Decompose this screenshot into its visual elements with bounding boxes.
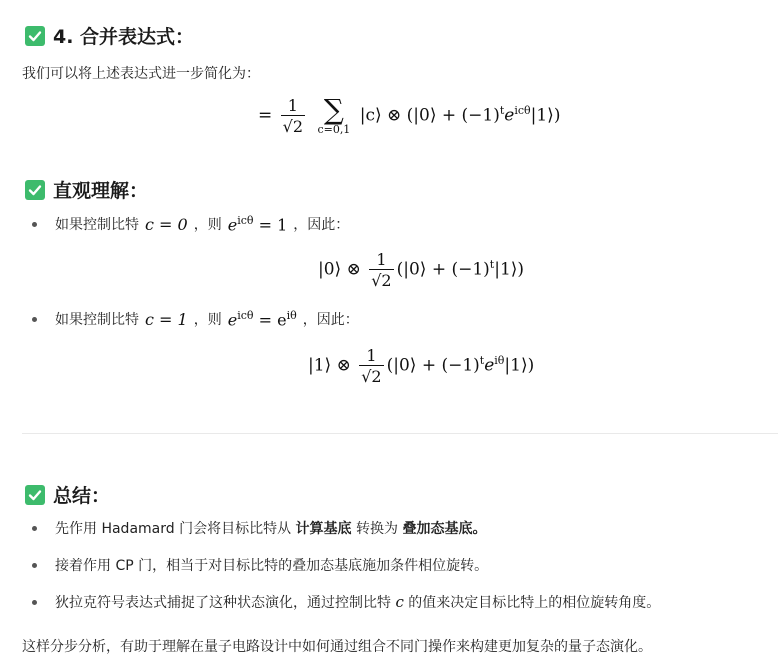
bullet-dot [32, 317, 37, 322]
section-heading-merge [25, 22, 194, 49]
bullet-dot [32, 222, 37, 227]
section-heading-summary-text: 总结： [53, 485, 111, 507]
intro-paragraph: 我们可以将上述表达式进一步简化为： [22, 66, 260, 82]
closing-paragraph: 这样分步分析，有助于理解在量子电路设计中如何通过组合不同门操作来构建更加复杂的量子态演化。 [22, 639, 652, 655]
formula-case-c0: |0⟩ ⊗ $\frac{1}{√2}$ (|0⟩ + $(-1)^t|1⟩$) [318, 250, 525, 290]
list-item: 接着作用 CP 门，相当于对目标比特的叠加态基底施加条件相位旋转。 [32, 555, 488, 575]
formula-case-c1: |1⟩ ⊗ $\frac{1}{√2}$ (|0⟩ + $(-1)^te^{i\theta}|1⟩$) [308, 346, 535, 386]
bullet-dot [32, 563, 37, 568]
list-item: 狄拉克符号表达式捕捉了这种状态演化，通过控制比特 c 的值来决定目标比特上的相位旋转角度。 [32, 592, 660, 612]
summation: ∑ c=0,1 [317, 93, 351, 136]
formula-merged: = $\frac{1}{√2}$ ∑ c=0,1 |c⟩ ⊗ (|0⟩ + $(-1)^te^{ic\theta}|1⟩$) [258, 93, 561, 136]
bullet-dot [32, 600, 37, 605]
list-item: 如果控制比特 c = 0 ，则 $e^{ic\theta} = 1$ ，因此： [32, 214, 349, 234]
section-heading-intuition-text: 直观理解： [53, 180, 149, 202]
fraction: $\frac{1}{√2}$ [282, 96, 304, 136]
list-item: 先作用 Hadamard 门会将目标比特从 计算基底 转换为 叠加态基底。 [32, 518, 486, 538]
section-heading-merge-text: 4. 合并表达式： [53, 26, 195, 48]
section-divider [22, 433, 778, 434]
check-mark-icon [25, 485, 45, 505]
section-heading-summary [25, 481, 110, 508]
fraction: $\frac{1}{√2}$ [371, 250, 392, 290]
list-item: 如果控制比特 c = 1 ，则 $e^{ic\theta} = e^{i\theta}$ ，因此： [32, 309, 359, 329]
check-mark-icon [25, 26, 45, 46]
check-mark-icon [25, 180, 45, 200]
fraction: $\frac{1}{√2}$ [361, 346, 382, 386]
bullet-dot [32, 526, 37, 531]
section-heading-intuition [25, 176, 148, 203]
